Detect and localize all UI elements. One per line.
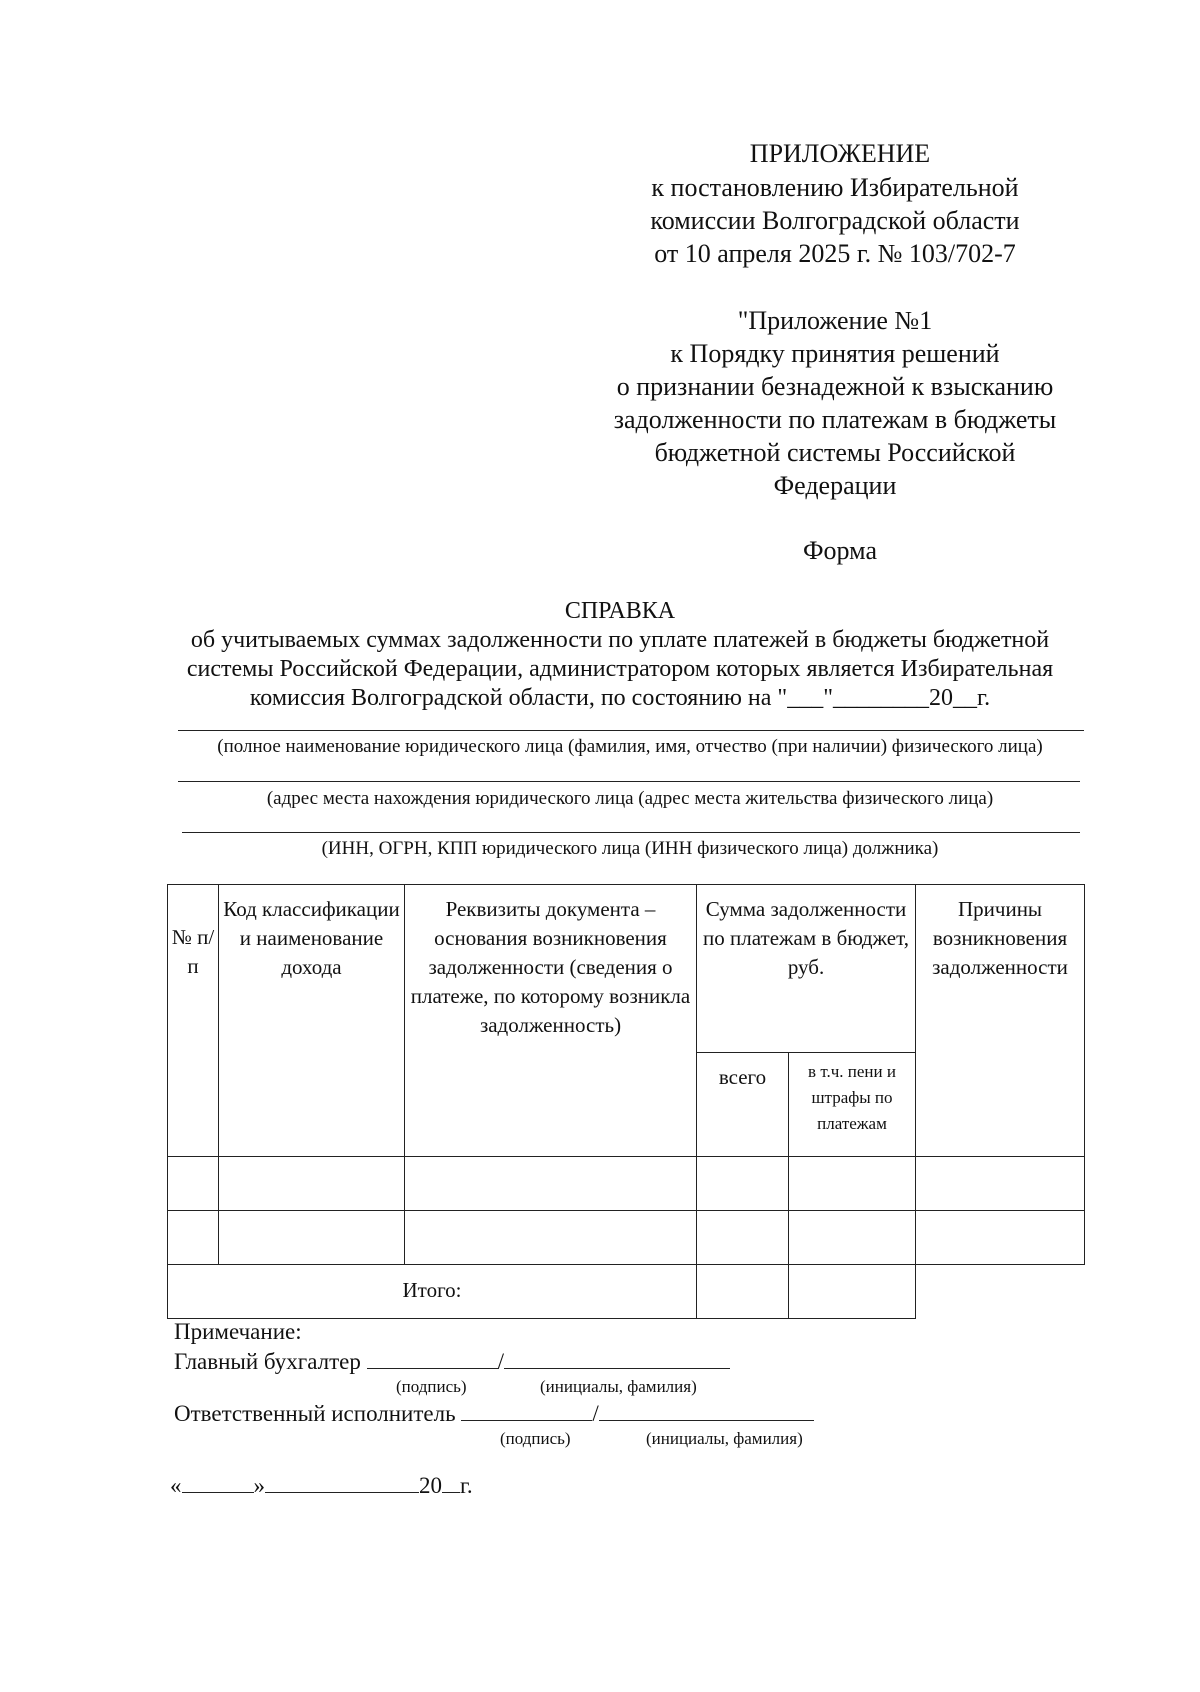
appendix-line-6: Федерации: [773, 471, 897, 500]
certificate-title: СПРАВКА: [564, 598, 676, 624]
entity-caption: (полное наименование юридического лица (фамилия, имя, отчество (при наличии) физического лица): [217, 736, 1043, 757]
certificate-line-2: системы Российской Федерации, администратором которых является Избирательная: [186, 656, 1054, 682]
date-year-prefix: 20: [419, 1473, 442, 1498]
slash: /: [497, 1349, 504, 1374]
table-row: [168, 1211, 1085, 1265]
date-year-suffix: г.: [460, 1473, 473, 1498]
debt-table: [167, 884, 1085, 1319]
header-line-3: от 10 апреля 2025 г. № 103/702-7: [654, 239, 1016, 268]
table-cell[interactable]: [697, 1211, 789, 1265]
table-cell[interactable]: [168, 1211, 219, 1265]
table-cell[interactable]: [916, 1157, 1085, 1211]
entity-fill-line: [178, 730, 1084, 731]
chief-name-caption: (инициалы, фамилия): [540, 1377, 697, 1396]
header-title: ПРИЛОЖЕНИЕ: [749, 139, 931, 168]
appendix-line-1: "Приложение №1: [737, 306, 933, 335]
inn-caption: (ИНН, ОГРН, КПП юридического лица (ИНН физического лица) должника): [321, 838, 939, 859]
col-header-sum-penalty: в т.ч. пени и штрафы по платежам: [789, 1053, 916, 1157]
form-label: Форма: [803, 536, 877, 565]
total-label: Итого:: [168, 1265, 697, 1319]
date-open-quote: «: [170, 1473, 182, 1498]
appendix-line-2: к Порядку принятия решений: [670, 339, 1000, 368]
date-day-field[interactable]: [182, 1470, 254, 1493]
date-year-field[interactable]: [442, 1470, 460, 1493]
responsible-name-field[interactable]: [599, 1398, 814, 1421]
date-month-field[interactable]: [265, 1470, 419, 1493]
certificate-line-1: об учитываемых суммах задолженности по уплате платежей в бюджеты бюджетной: [190, 627, 1050, 653]
responsible-signature-caption: (подпись): [500, 1429, 571, 1448]
inn-fill-line: [182, 832, 1080, 833]
total-sum-cell[interactable]: [697, 1265, 789, 1319]
col-header-code: Код классификации и наименование дохода: [219, 885, 405, 1157]
total-row: [168, 1265, 1085, 1319]
chief-accountant-row: [174, 1346, 730, 1376]
chief-signature-field[interactable]: [367, 1346, 498, 1369]
responsible-name-caption: (инициалы, фамилия): [646, 1429, 803, 1448]
chief-accountant-label: Главный бухгалтер: [174, 1349, 361, 1374]
table-cell[interactable]: [168, 1157, 219, 1211]
table-cell[interactable]: [405, 1211, 697, 1265]
col-header-document: Реквизиты документа – основания возникновения задолженности (сведения о платеже, по которому возникла задолженность): [405, 885, 697, 1157]
address-caption: (адрес места нахождения юридического лица (адрес места жительства физического лица): [266, 788, 994, 809]
header-line-1: к постановлению Избирательной: [651, 173, 1019, 202]
appendix-line-3: о признании безнадежной к взысканию: [616, 372, 1054, 401]
table-cell[interactable]: [789, 1157, 916, 1211]
appendix-line-5: бюджетной системы Российской: [654, 438, 1016, 467]
table-cell[interactable]: [219, 1157, 405, 1211]
chief-signature-caption: (подпись): [396, 1377, 467, 1396]
address-fill-line: [178, 781, 1080, 782]
appendix-line-4: задолженности по платежам в бюджеты: [613, 405, 1057, 434]
date-close-quote: »: [253, 1473, 265, 1498]
slash: /: [592, 1401, 599, 1426]
note-label: Примечание:: [174, 1319, 302, 1344]
col-header-sum-total: всего: [697, 1053, 789, 1157]
empty-cell: [916, 1265, 1085, 1319]
col-header-sum: Сумма задолженности по платежам в бюджет, руб.: [697, 885, 916, 1053]
chief-name-field[interactable]: [504, 1346, 730, 1369]
date-row: [170, 1470, 473, 1500]
table-cell[interactable]: [405, 1157, 697, 1211]
total-penalty-cell[interactable]: [789, 1265, 916, 1319]
table-cell[interactable]: [219, 1211, 405, 1265]
table-cell[interactable]: [916, 1211, 1085, 1265]
header-line-2: комиссии Волгоградской области: [650, 206, 1020, 235]
table-row: [168, 1157, 1085, 1211]
responsible-signature-field[interactable]: [461, 1398, 592, 1421]
responsible-label: Ответственный исполнитель: [174, 1401, 456, 1426]
responsible-row: [174, 1398, 814, 1428]
table-cell[interactable]: [789, 1211, 916, 1265]
table-cell[interactable]: [697, 1157, 789, 1211]
col-header-reason: Причины возникновения задолженности: [916, 885, 1085, 1157]
col-header-no: № п/п: [168, 885, 219, 1157]
certificate-line-3: комиссия Волгоградской области, по состоянию на "___"________20__г.: [249, 685, 991, 711]
